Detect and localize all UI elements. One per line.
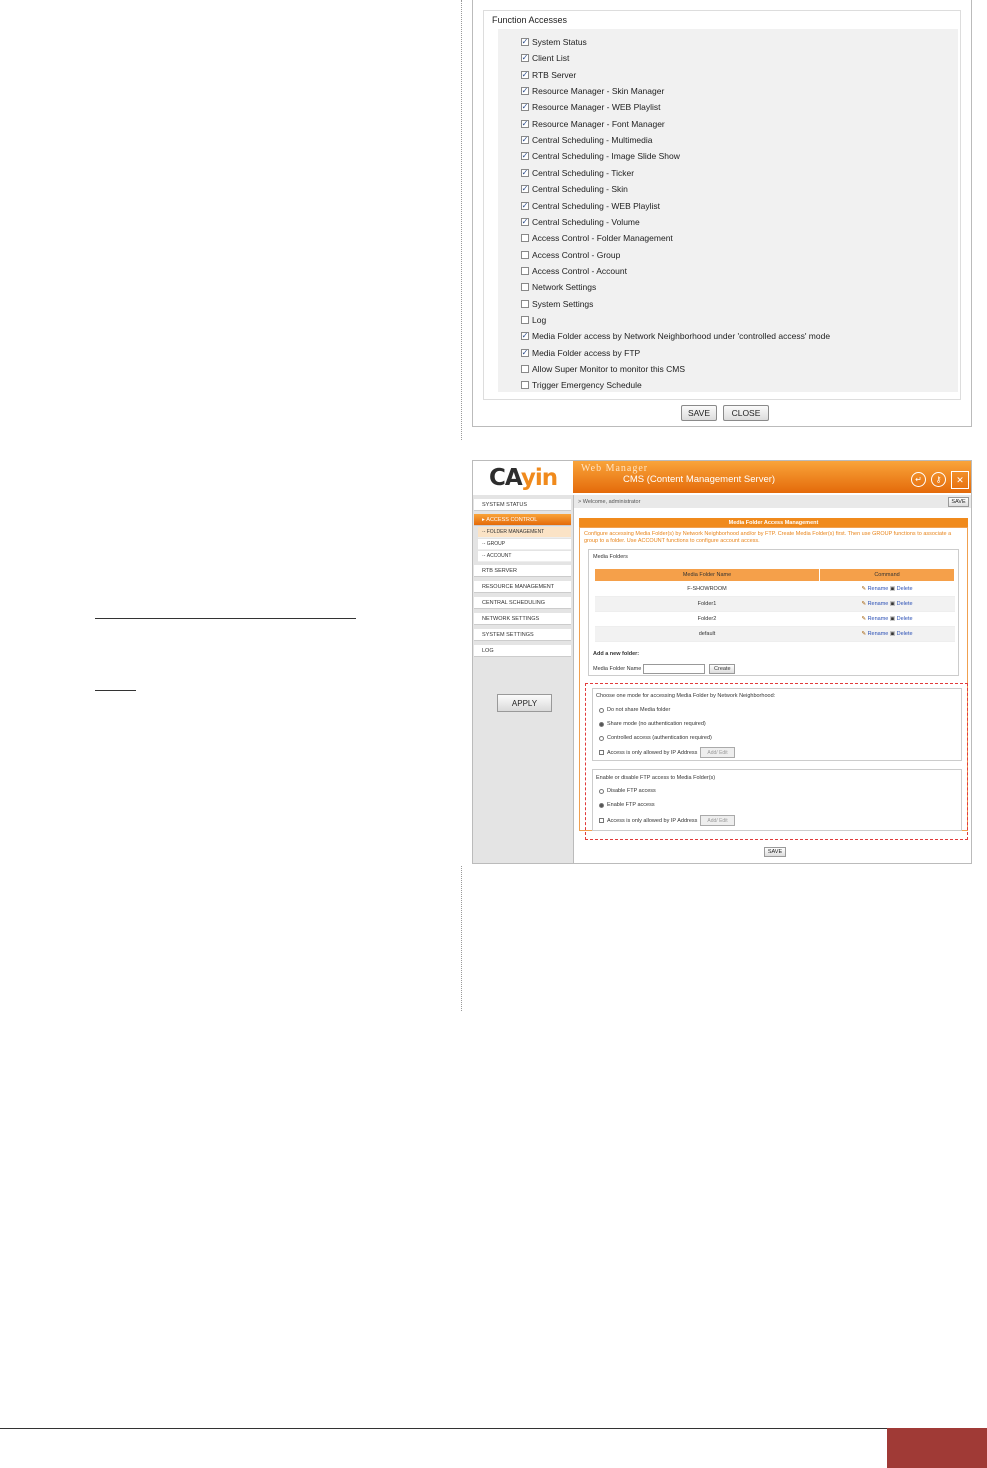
radio-icon[interactable] <box>599 803 604 808</box>
checkbox-checked-icon[interactable]: ✓ <box>521 53 529 63</box>
function-access-label: Access Control - Folder Management <box>532 233 673 244</box>
function-access-item[interactable] <box>521 149 680 163</box>
ftp-title: Enable or disable FTP access to Media Folder(s) <box>596 775 716 781</box>
radio-icon[interactable] <box>599 708 604 713</box>
rename-link[interactable]: Rename <box>867 616 889 622</box>
function-access-label: Central Scheduling - Multimedia <box>532 135 653 146</box>
sidebar-item-account[interactable]: ·- ACCOUNT <box>478 551 571 562</box>
sidebar <box>473 495 574 863</box>
delete-link[interactable]: Delete <box>896 601 913 607</box>
column-header-command: Command <box>820 569 955 582</box>
section-description: Configure accessing Media Folder(s) by Network Neighborhood and/or by FTP. Create Media Folder(s) first. Then use GROUP functions to associate a group to a folder. Use ACCOUNT functions to configure account access. <box>584 531 952 544</box>
checkbox-checked-icon[interactable]: ✓ <box>521 347 529 357</box>
pencil-icon: ✎ <box>861 631 867 637</box>
function-access-label: Trigger Emergency Schedule <box>532 380 642 391</box>
close-button[interactable]: CLOSE <box>723 405 769 421</box>
checkbox-icon[interactable] <box>521 300 529 308</box>
key-icon[interactable]: ⚷ <box>931 472 946 487</box>
checkbox-checked-icon[interactable]: ✓ <box>521 184 529 194</box>
trash-icon: ▣ <box>889 601 896 607</box>
function-access-label: System Settings <box>532 298 594 309</box>
checkbox-icon[interactable] <box>521 251 529 259</box>
function-access-item[interactable] <box>521 297 593 311</box>
trash-icon: ▣ <box>889 631 896 637</box>
function-access-item[interactable] <box>521 378 642 392</box>
ftp-ip-only[interactable]: Access is only allowed by IP Address Add/ Edit <box>599 815 735 826</box>
table-row <box>595 627 955 642</box>
network-neighborhood-box <box>592 688 962 761</box>
header-subtitle: CMS (Content Management Server) <box>623 474 776 485</box>
ftp-box <box>592 769 962 831</box>
checkbox-icon[interactable] <box>521 267 529 275</box>
function-access-item[interactable] <box>521 346 640 360</box>
tools-icon[interactable]: ✕ <box>951 471 969 489</box>
sidebar-item-folder-management[interactable]: ·- FOLDER MANAGEMENT <box>478 527 571 538</box>
pencil-icon: ✎ <box>861 586 867 592</box>
main-content <box>574 495 971 864</box>
function-access-item[interactable] <box>521 264 627 278</box>
folder-name-cell: F-SHOWROOM <box>595 582 820 597</box>
sidebar-item-system-settings[interactable]: SYSTEM SETTINGS <box>474 629 571 641</box>
nn-add-edit-button[interactable]: Add/ Edit <box>700 747 734 758</box>
logout-icon[interactable]: ↵ <box>911 472 926 487</box>
nn-title: Choose one mode for accessing Media Folder by Network Neighborhood: <box>596 693 776 699</box>
checkbox-icon[interactable] <box>521 234 529 242</box>
folder-name-cell: Folder2 <box>595 612 820 627</box>
function-access-label: Client List <box>532 53 570 64</box>
delete-link[interactable]: Delete <box>896 616 913 622</box>
radio-icon[interactable] <box>599 736 604 741</box>
function-access-label: Access Control - Group <box>532 249 621 260</box>
column-header-folder-name: Media Folder Name <box>595 569 820 582</box>
sidebar-item-network-settings[interactable]: NETWORK SETTINGS <box>474 613 571 625</box>
footer-page-tab <box>887 1428 987 1468</box>
function-access-label: Central Scheduling - Skin <box>532 184 628 195</box>
nn-ip-only[interactable]: Access is only allowed by IP Address Add/ Edit <box>599 747 735 758</box>
sidebar-item-access-control[interactable]: ▸ ACCESS CONTROL <box>474 514 571 526</box>
function-access-label: Media Folder access by Network Neighborhood under 'controlled access' mode <box>532 331 831 342</box>
function-access-label: Resource Manager - Font Manager <box>532 118 665 129</box>
section-title: Media Folder Access Management <box>579 518 968 527</box>
folder-name-cell: Folder1 <box>595 597 820 612</box>
sidebar-item-central-scheduling[interactable]: CENTRAL SCHEDULING <box>474 597 571 609</box>
function-access-item[interactable] <box>521 84 664 98</box>
sidebar-item-group[interactable]: ·- GROUP <box>478 539 571 550</box>
page-rule-short <box>95 690 136 691</box>
command-cell <box>820 612 955 627</box>
checkbox-icon[interactable] <box>521 381 529 389</box>
checkbox-checked-icon[interactable]: ✓ <box>521 135 529 145</box>
checkbox-icon[interactable] <box>521 283 529 291</box>
ftp-option-0[interactable]: Disable FTP access <box>599 788 656 794</box>
command-cell <box>820 627 955 642</box>
function-access-label: Media Folder access by FTP <box>532 347 641 358</box>
header-title: Web Manager <box>581 463 649 474</box>
sidebar-item-rtb-server[interactable]: RTB SERVER <box>474 565 571 577</box>
pencil-icon: ✎ <box>861 616 867 622</box>
rename-link[interactable]: Rename <box>867 601 889 607</box>
checkbox-checked-icon[interactable]: ✓ <box>521 69 529 79</box>
trash-icon: ▣ <box>889 586 896 592</box>
function-access-item[interactable] <box>521 199 660 213</box>
function-access-label: Central Scheduling - Ticker <box>532 167 635 178</box>
function-access-item[interactable] <box>521 166 634 180</box>
page-rule-long <box>95 618 356 619</box>
function-access-label: Allow Super Monitor to monitor this CMS <box>532 364 686 374</box>
cms-screenshot <box>472 460 972 864</box>
function-accesses-dialog <box>472 0 972 427</box>
command-cell <box>820 582 955 597</box>
function-access-label: Access Control - Account <box>532 265 627 276</box>
add-folder-label: Add a new folder: <box>593 651 640 657</box>
welcome-bar: > Welcome, administrator <box>574 495 971 508</box>
ftp-add-edit-button[interactable]: Add/ Edit <box>700 815 734 826</box>
function-access-label: RTB Server <box>532 69 577 80</box>
function-access-item[interactable] <box>521 231 673 245</box>
radio-icon[interactable] <box>599 722 604 727</box>
function-access-label: System Status <box>532 37 587 47</box>
checkbox-checked-icon[interactable]: ✓ <box>521 167 529 177</box>
checkbox-checked-icon[interactable]: ✓ <box>521 216 529 226</box>
delete-link[interactable]: Delete <box>896 586 913 592</box>
function-access-item[interactable] <box>521 117 665 131</box>
folder-name-label: Media Folder Name <box>593 666 642 672</box>
function-access-label: Central Scheduling - Image Slide Show <box>532 151 680 162</box>
sidebar-item-log[interactable]: LOG <box>474 645 571 657</box>
delete-link[interactable]: Delete <box>896 631 913 637</box>
checkbox-checked-icon[interactable]: ✓ <box>521 37 529 46</box>
command-cell <box>820 597 955 612</box>
folder-name-input[interactable] <box>643 664 705 674</box>
save-button[interactable]: SAVE <box>681 405 717 421</box>
access-options-highlight <box>585 683 968 840</box>
function-access-label: Resource Manager - Skin Manager <box>532 86 665 97</box>
save-button-top[interactable]: SAVE <box>948 497 969 507</box>
nn-option-1[interactable]: Share mode (no authentication required) <box>599 721 706 727</box>
function-access-label: Log <box>532 314 547 325</box>
media-folders-table <box>594 568 955 642</box>
table-row <box>595 597 955 612</box>
function-accesses-panel <box>483 10 961 400</box>
function-access-item[interactable] <box>521 182 628 196</box>
function-access-item[interactable] <box>521 100 661 114</box>
function-access-item[interactable] <box>521 68 576 82</box>
radio-icon[interactable] <box>599 789 604 794</box>
function-access-item[interactable] <box>521 35 587 49</box>
table-row <box>595 612 955 627</box>
footer-rule <box>0 1428 987 1429</box>
apply-button[interactable]: APPLY <box>497 694 552 712</box>
nn-option-0[interactable]: Do not share Media folder <box>599 707 670 713</box>
function-access-item[interactable] <box>521 313 546 327</box>
rename-link[interactable]: Rename <box>867 586 889 592</box>
trash-icon: ▣ <box>889 616 896 622</box>
checkbox-checked-icon[interactable]: ✓ <box>521 151 529 161</box>
column-divider-lower <box>461 866 462 1011</box>
pencil-icon: ✎ <box>861 601 867 607</box>
logo-area <box>473 461 573 496</box>
function-accesses-title: Function Accesses <box>492 15 568 25</box>
checkbox-icon[interactable] <box>599 818 604 823</box>
function-access-item[interactable] <box>521 51 569 65</box>
function-access-item[interactable] <box>521 248 620 262</box>
function-access-label: Network Settings <box>532 282 597 293</box>
function-access-label: Central Scheduling - WEB Playlist <box>532 200 661 211</box>
function-access-label: Central Scheduling - Volume <box>532 216 640 227</box>
checkbox-checked-icon[interactable]: ✓ <box>521 200 529 210</box>
function-access-item[interactable] <box>521 329 830 343</box>
cms-header <box>573 461 971 493</box>
new-folder-row <box>593 664 735 674</box>
function-access-label: Resource Manager - WEB Playlist <box>532 102 661 113</box>
nn-option-2[interactable]: Controlled access (authentication required) <box>599 735 712 741</box>
checkbox-icon[interactable] <box>599 750 604 755</box>
media-folders-label: Media Folders <box>593 554 628 560</box>
checkbox-checked-icon[interactable]: ✓ <box>521 331 529 341</box>
function-access-item[interactable] <box>521 280 596 294</box>
sidebar-item-resource-management[interactable]: RESOURCE MANAGEMENT <box>474 581 571 593</box>
function-access-item[interactable] <box>521 362 685 376</box>
sidebar-item-system-status[interactable]: SYSTEM STATUS <box>474 499 571 511</box>
column-divider <box>461 0 462 440</box>
checkbox-icon[interactable] <box>521 316 529 324</box>
checkbox-checked-icon[interactable]: ✓ <box>521 102 529 112</box>
rename-link[interactable]: Rename <box>867 631 889 637</box>
ftp-option-1[interactable]: Enable FTP access <box>599 802 655 808</box>
function-access-item[interactable] <box>521 215 640 229</box>
checkbox-checked-icon[interactable]: ✓ <box>521 86 529 96</box>
table-row <box>595 582 955 597</box>
folder-name-cell: default <box>595 627 820 642</box>
checkbox-checked-icon[interactable]: ✓ <box>521 118 529 128</box>
cayin-logo: CAyin <box>489 465 558 491</box>
checkbox-icon[interactable] <box>521 365 529 373</box>
function-access-item[interactable] <box>521 133 652 147</box>
save-button-bottom[interactable]: SAVE <box>764 847 786 857</box>
create-button[interactable]: Create <box>709 664 735 674</box>
